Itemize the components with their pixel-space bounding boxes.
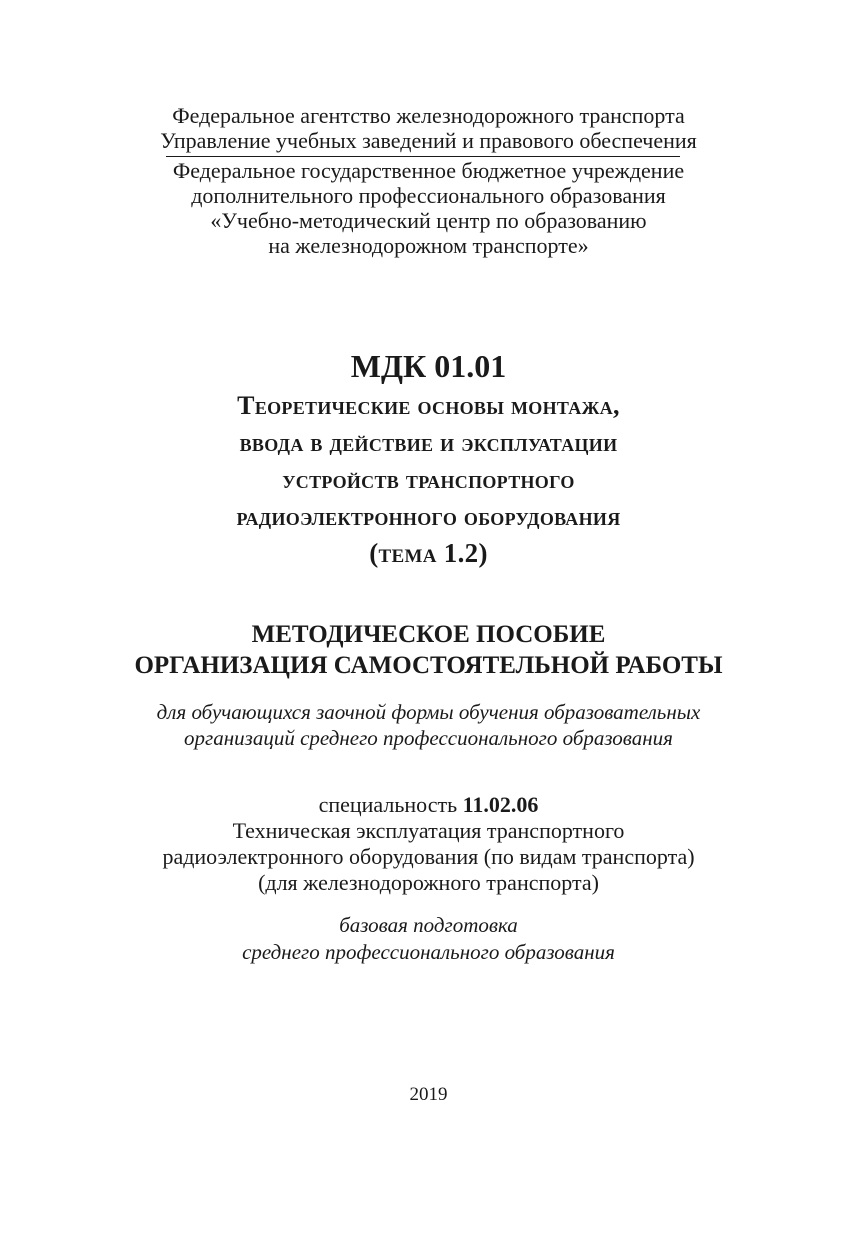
- training-level: [0, 912, 857, 966]
- organization-line: на железнодорожном транспорте»: [268, 233, 589, 258]
- specialty-code: 11.02.06: [462, 792, 539, 817]
- header-divider: [166, 156, 680, 157]
- publication-year: [0, 1083, 857, 1107]
- document-type-line: ОРГАНИЗАЦИЯ САМОСТОЯТЕЛЬНОЙ РАБОТЫ: [134, 652, 723, 679]
- audience-line: организаций среднего профессионального образования: [184, 726, 673, 750]
- publisher-header: [0, 103, 857, 153]
- document-type-line: МЕТОДИЧЕСКОЕ ПОСОБИЕ: [251, 621, 606, 648]
- specialty-heading: [0, 792, 857, 818]
- organization-line: дополнительного профессионального образования: [191, 183, 666, 208]
- course-title-line: Теоретические основы монтажа,: [237, 391, 620, 420]
- publisher-line: Управление учебных заведений и правового обеспечения: [160, 128, 697, 153]
- audience-block: [0, 699, 857, 751]
- audience-line: для обучающихся заочной формы обучения образовательных: [156, 700, 701, 724]
- training-level-line: среднего профессионального образования: [242, 940, 615, 964]
- specialty-line: (для железнодорожного транспорта): [258, 870, 599, 895]
- course-title-line: радиоэлектронного оборудования: [236, 502, 621, 531]
- specialty-block: [0, 792, 857, 896]
- specialty-line: радиоэлектронного оборудования (по видам транспорта): [162, 844, 695, 869]
- course-topic: (тема 1.2): [369, 538, 488, 568]
- course-title-line: ввода в действие и эксплуатации: [239, 428, 618, 457]
- course-title: [0, 387, 857, 572]
- specialty-line: Техническая эксплуатация транспортного: [232, 818, 625, 843]
- course-title-line: устройств транспортного: [282, 465, 575, 494]
- organization-line: Федеральное государственное бюджетное учреждение: [172, 158, 685, 183]
- training-level-line: базовая подготовка: [339, 913, 518, 937]
- organization-block: [0, 158, 857, 258]
- course-code-text: МДК 01.01: [350, 348, 507, 384]
- document-type: [0, 619, 857, 681]
- organization-line: «Учебно-методический центр по образованию: [210, 208, 647, 233]
- course-code: [0, 346, 857, 386]
- publisher-line: Федеральное агентство железнодорожного транспорта: [172, 103, 685, 128]
- specialty-label: специальность: [318, 792, 458, 817]
- year-text: 2019: [409, 1084, 448, 1105]
